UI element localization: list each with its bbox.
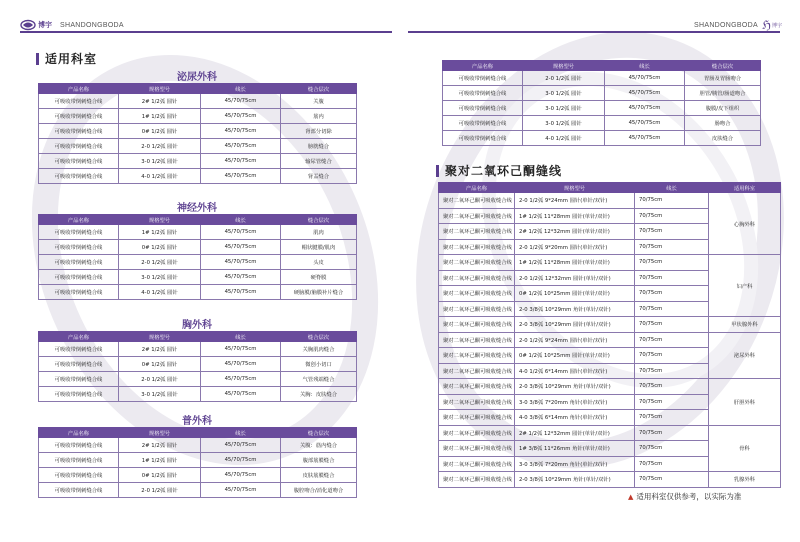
col-header: 缝合层次 — [685, 61, 761, 71]
section-marker — [436, 165, 439, 177]
col-header: 缝合层次 — [281, 215, 357, 225]
table-row: 聚对二氧环己酮可吸收缝合线 0# 1/2弧 10*25mm 圆针(单针/双针) 70/75cm — [439, 286, 781, 302]
table-row: 聚对二氧环己酮可吸收缝合线 2-0 3/8弧 10*29mm 圆针(单针/双针) 70/75cm 甲状腺外科 — [439, 317, 781, 333]
thoracic-table — [38, 331, 357, 402]
table-row: 聚对二氧环己酮可吸收缝合线 2-0 1/2弧 12*32mm 圆针(单针/双针) 70/75cm — [439, 270, 781, 286]
table-row: 可吸收带倒刺缝合线 2-0 1/2弧 圆针 45/70/75cm 气管残端缝合 — [39, 372, 357, 387]
dept-title-thoracic: 胸外科 — [182, 320, 212, 331]
table-row: 可吸收带倒刺缝合线 4-0 1/2弧 圆针 45/70/75cm 硬脑膜/脑膜补片缝合 — [39, 285, 357, 300]
table-row: 聚对二氧环己酮可吸收缝合线 2-0 1/2弧 9*24mm 圆针(单针/双针) 70/75cm 心胸外科 — [439, 193, 781, 209]
col-header: 适用科室 — [709, 183, 781, 193]
table-row: 聚对二氧环己酮可吸收缝合线 1# 1/2弧 11*28mm 圆针(单针/双针) 70/75cm 妇产科 — [439, 255, 781, 271]
neurosurgery-table — [38, 214, 357, 300]
table-row: 可吸收带倒刺缝合线 1# 1/2弧 圆针 45/70/75cm 肌肉 — [39, 225, 357, 240]
col-header: 线长 — [635, 183, 709, 193]
dept-cell: 乳腺外科 — [709, 472, 781, 488]
table-row: 可吸收带倒刺缝合线 2-0 1/2弧 圆针 45/70/75cm 腹腔吻合/消化道吻合 — [39, 483, 357, 498]
col-header: 线长 — [605, 61, 685, 71]
table-row: 可吸收带倒刺缝合线 3-0 1/2弧 圆针 45/70/75cm 肠吻合 — [443, 116, 761, 131]
table-row: 聚对二氧环己酮可吸收缝合线 1# 1/2弧 11*28mm 圆针(单针/双针) 70/75cm — [439, 208, 781, 224]
col-header: 规格型号 — [119, 332, 201, 342]
table-row: 聚对二氧环己酮可吸收缝合线 1# 3/8弧 11*26mm 角针(单针/双针) 70/75cm — [439, 441, 781, 457]
col-header: 产品名称 — [39, 84, 119, 94]
section-title-pdo: 聚对二氧环己酮缝线 — [436, 162, 562, 179]
col-header: 规格型号 — [515, 183, 635, 193]
table-row: 可吸收带倒刺缝合线 0# 1/2弧 圆针 45/70/75cm 帽状腱膜/肌肉 — [39, 240, 357, 255]
dept-cell: 心胸外科 — [709, 193, 781, 255]
dept-title-general-surgery: 普外科 — [182, 416, 212, 427]
col-header: 产品名称 — [439, 183, 515, 193]
table-row: 可吸收带倒刺缝合线 3-0 1/2弧 圆针 45/70/75cm 腹膜/皮下组织 — [443, 101, 761, 116]
table-row: 可吸收带倒刺缝合线 2-0 1/2弧 圆针 45/70/75cm 膀胱缝合 — [39, 139, 357, 154]
table-row: 可吸收带倒刺缝合线 4-0 1/2弧 圆针 45/70/75cm 皮肤缝合 — [443, 131, 761, 146]
footnote-disclaimer — [628, 491, 741, 502]
dept-title-neurosurgery: 神经外科 — [177, 203, 217, 214]
table-row: 可吸收带倒刺缝合线 2# 1/2弧 圆针 45/70/75cm 关腹：筋内缝合 — [39, 438, 357, 453]
dept-cell: 泌尿外科 — [709, 332, 781, 379]
brand-logo-icon — [20, 19, 36, 31]
table-row: 可吸收带倒刺缝合线 0# 1/2弧 圆针 45/70/75cm 肾部分切除 — [39, 124, 357, 139]
table-row: 可吸收带倒刺缝合线 1# 1/2弧 圆针 45/70/75cm 筋内 — [39, 109, 357, 124]
brand-name-en: SHANDONGBODA — [60, 21, 124, 29]
table-row: 聚对二氧环己酮可吸收缝合线 0# 1/2弧 10*25mm 圆针(单针/双针) 70/75cm — [439, 348, 781, 364]
table-row: 聚对二氧环己酮可吸收缝合线 2-0 1/2弧 9*24mm 圆针(单针/双针) 70/75cm 泌尿外科 — [439, 332, 781, 348]
col-header: 规格型号 — [119, 215, 201, 225]
section-marker — [36, 53, 39, 65]
warning-triangle-icon: ▲ — [628, 492, 634, 501]
col-header: 线长 — [201, 215, 281, 225]
dept-cell: 甲状腺外科 — [709, 317, 781, 333]
table-row: 可吸收带倒刺缝合线 2# 1/2弧 圆针 45/70/75cm 关胸肌肉缝合 — [39, 342, 357, 357]
table-row: 可吸收带倒刺缝合线 2-0 1/2弧 圆针 45/70/75cm 头皮 — [39, 255, 357, 270]
table-row: 可吸收带倒刺缝合线 4-0 1/2弧 圆针 45/70/75cm 肾盂缝合 — [39, 169, 357, 184]
header-divider — [20, 31, 392, 33]
col-header: 产品名称 — [39, 215, 119, 225]
right-page-header — [408, 18, 800, 32]
col-header: 产品名称 — [39, 428, 119, 438]
table-row: 聚对二氧环己酮可吸收缝合线 2-0 3/8弧 10*29mm 角针(单针/双针) 70/75cm 肝胆外科 — [439, 379, 781, 395]
table-row: 聚对二氧环己酮可吸收缝合线 3-0 3/8弧 7*20mm 角针(单针/双针) 70/75cm — [439, 456, 781, 472]
table-row: 可吸收带倒刺缝合线 3-0 1/2弧 圆针 45/70/75cm 关胸：皮肤缝合 — [39, 387, 357, 402]
col-header: 规格型号 — [523, 61, 605, 71]
brand-h-logo-icon: ℌ — [761, 17, 771, 32]
general-surgery-table — [38, 427, 357, 498]
table-row: 聚对二氧环己酮可吸收缝合线 4-0 3/8弧 6*14mm 角针(单针/双针) 70/75cm — [439, 410, 781, 426]
table-row: 聚对二氧环己酮可吸收缝合线 4-0 1/2弧 6*14mm 圆针(单针/双针) 70/75cm — [439, 363, 781, 379]
col-header: 产品名称 — [443, 61, 523, 71]
table-row: 聚对二氧环己酮可吸收缝合线 2-0 3/8弧 10*29mm 角针(单针/双针) 70/75cm 乳腺外科 — [439, 472, 781, 488]
col-header: 线长 — [201, 332, 281, 342]
col-header: 缝合层次 — [281, 84, 357, 94]
table-row: 可吸收带倒刺缝合线 0# 1/2弧 圆针 45/70/75cm 皮肤筋膜缝合 — [39, 468, 357, 483]
col-header: 规格型号 — [119, 84, 201, 94]
table-row: 可吸收带倒刺缝合线 2# 1/2弧 圆针 45/70/75cm 关腹 — [39, 94, 357, 109]
footnote-text: 适用科室仅供参考，以实际为准 — [636, 492, 742, 501]
table-row: 可吸收带倒刺缝合线 3-0 1/2弧 圆针 45/70/75cm 硬脊膜 — [39, 270, 357, 285]
left-page-header — [0, 18, 392, 32]
col-header: 线长 — [201, 428, 281, 438]
urology-table — [38, 83, 357, 184]
table-row: 聚对二氧环己酮可吸收缝合线 2-0 1/2弧 9*20mm 圆针(单针/双针) 70/75cm — [439, 239, 781, 255]
table-row: 可吸收带倒刺缝合线 3-0 1/2弧 圆针 45/70/75cm 胆管/胰管/肠道吻合 — [443, 86, 761, 101]
table-row: 聚对二氧环己酮可吸收缝合线 3-0 3/8弧 7*20mm 角针(单针/双针) 70/75cm — [439, 394, 781, 410]
dept-cell: 肝胆外科 — [709, 379, 781, 426]
table-row: 聚对二氧环己酮可吸收缝合线 2# 1/2弧 12*32mm 圆针(单针/双针) 70/75cm — [439, 224, 781, 240]
dept-cell: 妇产科 — [709, 255, 781, 317]
col-header: 产品名称 — [39, 332, 119, 342]
table-row: 聚对二氧环己酮可吸收缝合线 2-0 3/8弧 10*29mm 角针(单针/双针) 70/75cm — [439, 301, 781, 317]
table-row: 可吸收带倒刺缝合线 0# 1/2弧 圆针 45/70/75cm 微创小切口 — [39, 357, 357, 372]
col-header: 缝合层次 — [281, 332, 357, 342]
brand-name-en-right: SHANDONGBODA — [694, 21, 758, 29]
col-header: 缝合层次 — [281, 428, 357, 438]
col-header: 规格型号 — [119, 428, 201, 438]
pdo-suture-table — [438, 182, 781, 488]
brand-logo-sub: 博宇 — [771, 22, 782, 29]
general-surgery-continued-table — [442, 60, 761, 146]
table-row: 可吸收带倒刺缝合线 3-0 1/2弧 圆针 45/70/75cm 输尿管缝合 — [39, 154, 357, 169]
header-divider-right — [408, 31, 780, 33]
section-title-departments: 适用科室 — [36, 50, 97, 67]
col-header: 线长 — [201, 84, 281, 94]
dept-cell: 骨科 — [709, 425, 781, 472]
dept-title-urology: 泌尿外科 — [177, 72, 217, 83]
table-row: 可吸收带倒刺缝合线 1# 1/2弧 圆针 45/70/75cm 腹部筋膜缝合 — [39, 453, 357, 468]
table-row: 可吸收带倒刺缝合线 2-0 1/2弧 圆针 45/70/75cm 胃肠及胃肠吻合 — [443, 71, 761, 86]
brand-name-cn: 博宇 — [38, 21, 52, 29]
table-row: 聚对二氧环己酮可吸收缝合线 2# 1/2弧 12*32mm 圆针(单针/双针) 70/75cm 骨科 — [439, 425, 781, 441]
